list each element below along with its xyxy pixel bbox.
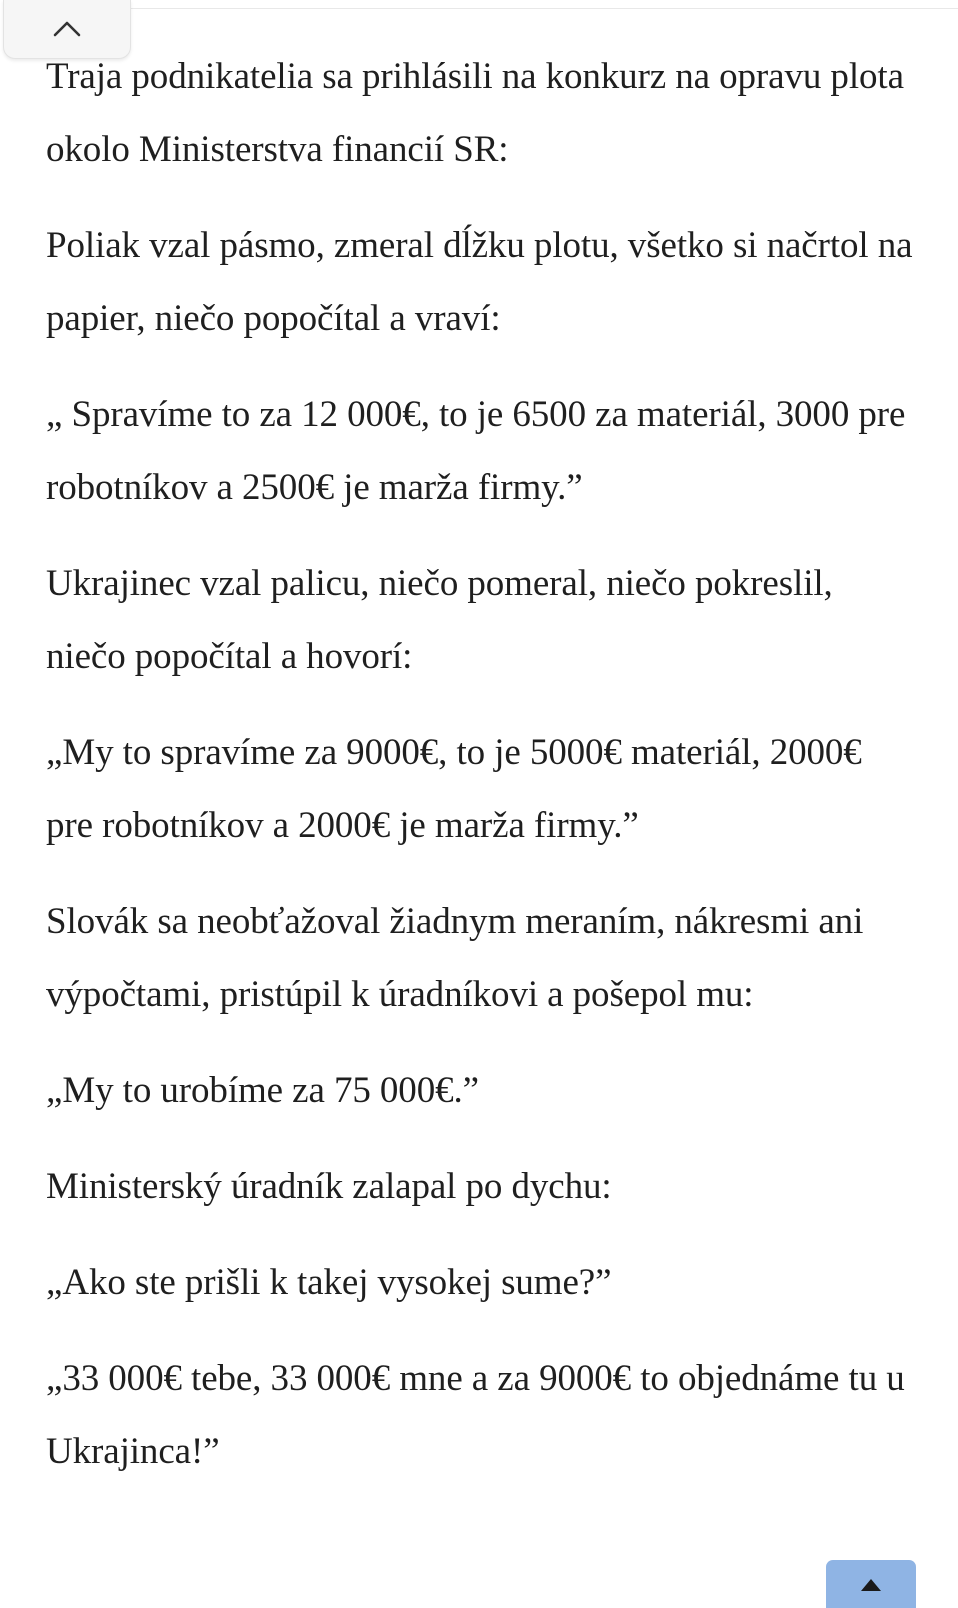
- article-body: [46, 40, 916, 1511]
- scroll-to-top-button[interactable]: [826, 1560, 916, 1608]
- paragraph-polish: Poliak vzal pásmo, zmeral dĺžku plotu, všetko si načrtol na papier, niečo popočítal a vraví:: [46, 225, 913, 339]
- paragraph-intro: Traja podnikatelia sa prihlásili na konkurz na opravu plota okolo Ministerstva financií SR:: [46, 56, 904, 170]
- arrow-up-icon: [860, 1578, 882, 1597]
- paragraph-punchline: „33 000€ tebe, 33 000€ mne a za 9000€ to objednáme tu u Ukrajinca!”: [46, 1358, 905, 1472]
- paragraph-ukrainian-quote: „My to spravíme za 9000€, to je 5000€ materiál, 2000€ pre robotníkov a 2000€ je marža firmy.”: [46, 732, 862, 846]
- top-divider: [129, 8, 958, 9]
- chevron-up-icon: [52, 20, 82, 38]
- paragraph-slovak: Slovák sa neobťažoval žiadnym meraním, nákresmi ani výpočtami, pristúpil k úradníkovi a pošepol mu:: [46, 901, 864, 1015]
- paragraph-official: Ministerský úradník zalapal po dychu:: [46, 1166, 612, 1207]
- paragraph-ukrainian: Ukrajinec vzal palicu, niečo pomeral, niečo pokreslil, niečo popočítal a hovorí:: [46, 563, 833, 677]
- paragraph-polish-quote: „ Spravíme to za 12 000€, to je 6500 za materiál, 3000 pre robotníkov a 2500€ je marža firmy.”: [46, 394, 906, 508]
- paragraph-slovak-quote: „My to urobíme za 75 000€.”: [46, 1070, 479, 1111]
- paragraph-official-quote: „Ako ste prišli k takej vysokej sume?”: [46, 1262, 612, 1303]
